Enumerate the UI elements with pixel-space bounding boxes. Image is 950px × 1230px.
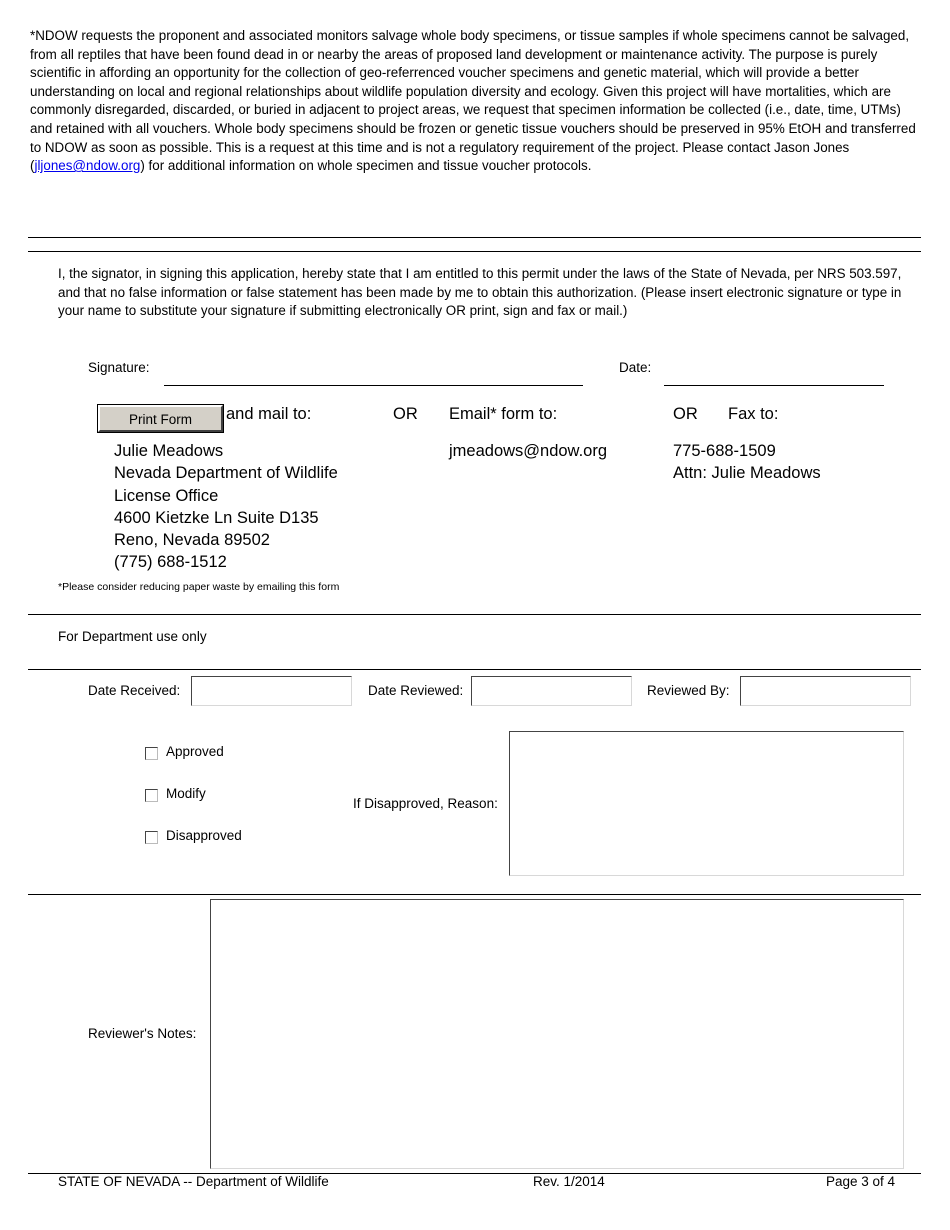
approved-checkbox[interactable] [145, 747, 158, 760]
divider [28, 251, 921, 252]
certification-statement: I, the signator, in signing this application, hereby state that I am entitled to this permit under the laws of the State of Nevada, per NRS 503.597, and that no false information or false statement has been made by me to obtain this authorization. (Please insert electronic signature or type in your name to substitute your signature if submitting electronically OR print, sign and fax or mail.) [58, 266, 902, 319]
address-line: Julie Meadows [114, 442, 224, 460]
reviewed-by-field[interactable] [740, 676, 911, 706]
footer-page-number: Page 3 of 4 [826, 1174, 896, 1189]
print-form-button[interactable]: Print Form [98, 405, 223, 432]
notice-text: *NDOW requests the proponent and associated monitors salvage whole body specimens, or tissue samples if whole specimens cannot be salvaged, from all reptiles that have been found dead in or nearby the areas of proposed land development or maintenance activity. The purpose is purely scientific in affording an opportunity for the collection of geo-referrenced voucher specimens and genetic material, which will provide a better understanding on local and regional relationships about wildlife population diversity and ecology. Given this project will have mortalities, which are commonly disregarded, discarded, or buried in adjacent to project areas, we request that specimen information be collected (i.e., date, time, UTMs) and retained with all vouchers. Whole body specimens should be frozen or genetic tissue vouchers should be preserved in 95% EtOH and transferred to NDOW as soon as possible. This is a request at this time and is not a regulatory requirement of the project. Please contact Jason Jones ( [30, 28, 916, 174]
contact-email-link[interactable]: jljones@ndow.org [34, 158, 141, 174]
mail-label: and mail to: [226, 405, 312, 423]
divider [28, 669, 921, 670]
salvage-notice [30, 27, 922, 176]
email-label: Email* form to: [449, 405, 558, 423]
reviewed-by-label: Reviewed By: [647, 683, 730, 698]
divider [28, 894, 921, 895]
disapproved-checkbox[interactable] [145, 831, 158, 844]
mail-address [114, 442, 338, 576]
signature-label: Signature: [88, 360, 150, 375]
modify-checkbox[interactable] [145, 789, 158, 802]
date-received-label: Date Received: [88, 683, 181, 698]
reviewer-notes-label: Reviewer's Notes: [88, 1026, 197, 1041]
fax-attention: Attn: Julie Meadows [673, 464, 821, 483]
disapproval-reason-label: If Disapproved, Reason: [353, 796, 498, 811]
approved-label: Approved [166, 744, 224, 759]
date-field[interactable] [664, 365, 884, 386]
fax-label: Fax to: [728, 405, 779, 423]
email-address: jmeadows@ndow.org [449, 442, 607, 460]
reviewer-notes-field[interactable] [210, 899, 904, 1169]
date-received-field[interactable] [191, 676, 352, 706]
or-separator: OR [393, 405, 418, 423]
date-reviewed-label: Date Reviewed: [368, 683, 464, 698]
fax-details [673, 442, 821, 487]
address-line: License Office [114, 486, 219, 505]
date-label: Date: [619, 360, 652, 375]
department-heading: For Department use only [58, 629, 207, 644]
fax-number: 775-688-1509 [673, 442, 776, 460]
signature-field[interactable] [164, 365, 583, 386]
email-footnote: *Please consider reducing paper waste by emailing this form [58, 581, 340, 593]
date-reviewed-field[interactable] [471, 676, 632, 706]
address-line: Nevada Department of Wildlife [114, 464, 338, 483]
address-line: Reno, Nevada 89502 [114, 531, 270, 550]
footer-agency: STATE OF NEVADA -- Department of Wildlife [58, 1174, 329, 1189]
notice-text-end: ) for additional information on whole specimen and tissue voucher protocols. [140, 158, 592, 174]
disapproval-reason-field[interactable] [509, 731, 904, 876]
divider [28, 614, 921, 615]
address-line: (775) 688-1512 [114, 553, 227, 572]
or-separator: OR [673, 405, 698, 423]
modify-label: Modify [166, 786, 206, 801]
footer-revision: Rev. 1/2014 [533, 1174, 605, 1189]
disapproved-label: Disapproved [166, 828, 242, 843]
divider [28, 237, 921, 238]
address-line: 4600 Kietzke Ln Suite D135 [114, 508, 319, 527]
